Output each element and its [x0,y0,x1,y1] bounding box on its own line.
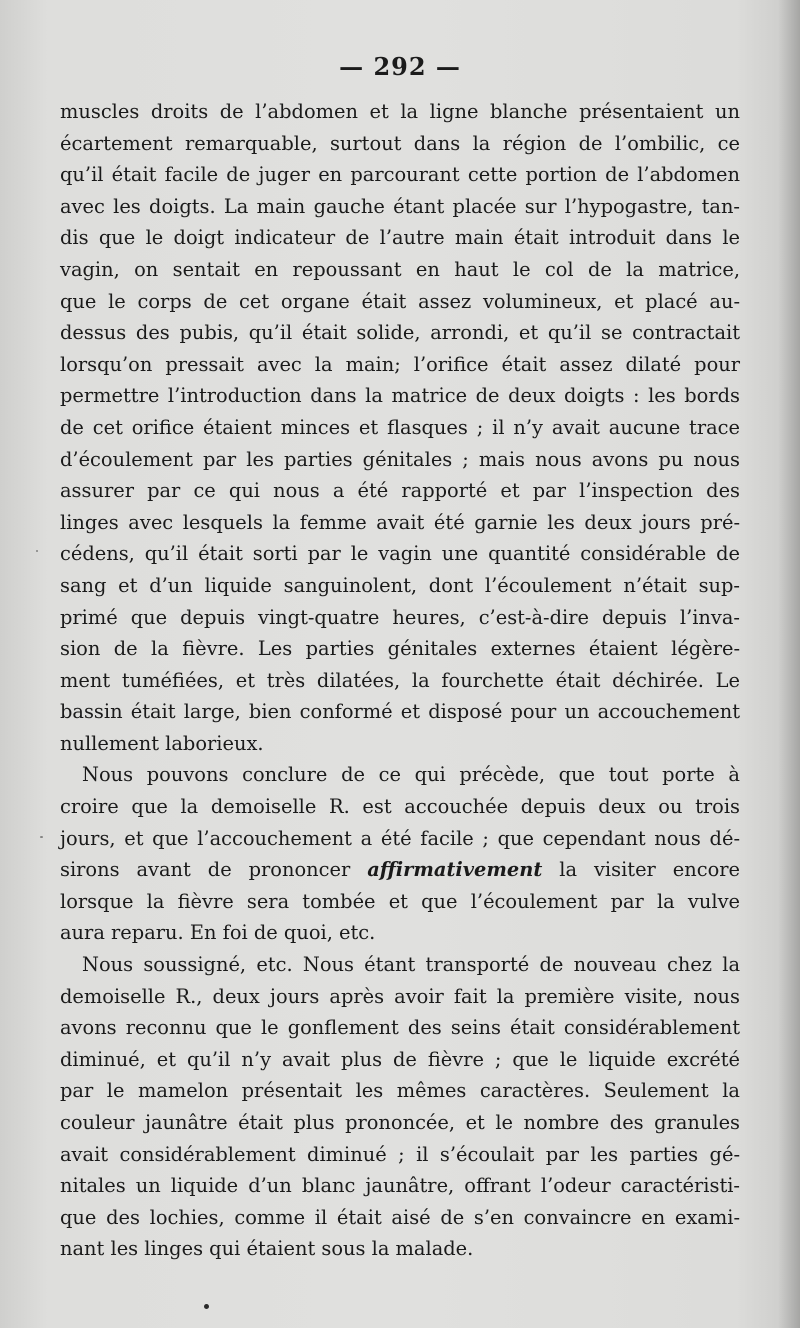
text-line: vagin, on sentait en repoussant en haut le col de la matrice, [60,257,740,281]
page-edge-shadow [778,0,800,1328]
text-line-emphasis: sirons avant de prononcer affirmativement la visiter encore [60,858,741,882]
text-line: qu’il était facile de juger en parcourant cette portion de l’abdomen [60,163,740,187]
text-line: muscles droits de l’abdomen et la ligne blanche présentaient un [60,100,740,123]
text-line: permettre l’introduction dans la matrice de deux doigts : les bords [60,384,740,408]
text-line: cédens, qu’il était sorti par le vagin une quantité considérable de [60,542,740,566]
paragraph-1 [60,96,740,759]
text-line: sion de la fièvre. Les parties génitales externes étaient légère- [60,637,740,661]
text-line: lorsque la fièvre sera tombée et que l’écoulement par la vulve [60,889,740,913]
text-line: dis que le doigt indicateur de l’autre main était introduit dans le [60,226,740,250]
text-line: nullement laborieux. [60,731,264,755]
text-line: demoiselle R., deux jours après avoir fait la première visite, nous [60,984,740,1008]
text-line: couleur jaunâtre était plus prononcée, et le nombre des granules [60,1111,740,1134]
emphasized-word: affirmativement [367,858,543,882]
ink-speck [204,1304,209,1309]
text-line: lorsqu’on pressait avec la main; l’orifice était assez dilaté pour [60,352,740,376]
text-line: bassin était large, bien conformé et disposé pour un accouchement [60,700,740,724]
text-line: avec les doigts. La main gauche étant placée sur l’hypogastre, tan- [60,194,740,218]
text-line: nant les linges qui étaient sous la malade. [60,1237,474,1261]
text-line: sang et d’un liquide sanguinolent, dont l’écoulement n’était sup- [60,573,740,597]
text-line: que le corps de cet organe était assez volumineux, et placé au- [60,289,740,313]
text-line: de cet orifice étaient minces et flasques ; il n’y avait aucune trace [60,415,740,439]
text-line: ment tuméfiées, et très dilatées, la fourchette était déchirée. Le [60,668,740,692]
text-line: primé que depuis vingt-quatre heures, c’est-à-dire depuis l’inva- [60,605,740,629]
text-line: diminué, et qu’il n’y avait plus de fièvre ; que le liquide excrété [60,1047,740,1071]
text-line: que des lochies, comme il était aisé de s’en convaincre en exami- [60,1205,740,1229]
text-line: avons reconnu que le gonflement des seins était considérablement [60,1016,740,1040]
paragraph-3 [60,949,740,1265]
text-line: écartement remarquable, surtout dans la région de l’ombilic, ce [60,131,740,155]
body-text [60,96,740,1265]
text-line: jours, et que l’accouchement a été facile ; que cependant nous dé- [60,826,740,850]
text-line: d’écoulement par les parties génitales ; mais nous avons pu nous [60,447,740,471]
page-number: — 292 — [339,52,461,81]
text-line: nitales un liquide d’un blanc jaunâtre, offrant l’odeur caractéristi- [60,1174,740,1198]
text-line: par le mamelon présentait les mêmes caractères. Seulement la [60,1079,740,1103]
text-line: assurer par ce qui nous a été rapporté et par l’inspection des [60,479,740,503]
text-line: aura reparu. En foi de quoi, etc. [60,921,376,945]
text-line: croire que la demoiselle R. est accouchée depuis deux ou trois [60,795,740,819]
text-line: avait considérablement diminué ; il s’écoulait par les parties gé- [60,1142,740,1166]
text-line: Nous pouvons conclure de ce qui précède, que tout porte à [82,763,740,787]
ink-speck [36,550,38,552]
text-line: Nous soussigné, etc. Nous étant transporté de nouveau chez la [82,953,740,977]
text-line: dessus des pubis, qu’il était solide, arrondi, et qu’il se contractait [60,321,740,345]
text-line: linges avec lesquels la femme avait été garnie les deux jours pré- [60,510,740,534]
paragraph-2 [60,759,740,949]
ink-speck [40,836,43,838]
